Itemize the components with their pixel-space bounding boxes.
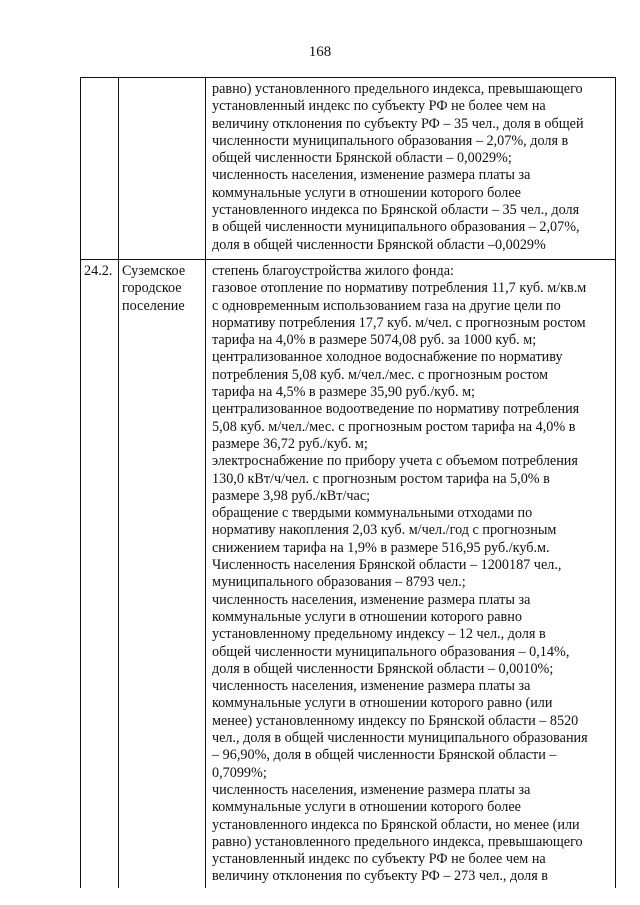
text-line: величину отклонения по субъекту РФ – 35 чел., доля в общей [212, 115, 584, 132]
text-line: установленному предельному индексу – 12 чел., доля в [212, 626, 546, 643]
text-line: степень благоустройства жилого фонда: [212, 263, 454, 279]
row-text-cell [206, 260, 616, 888]
municipality-name-line: городское [122, 280, 182, 297]
municipality-name-cell [119, 78, 206, 260]
row-text-cell [206, 78, 616, 260]
municipality-name-cell [119, 260, 206, 888]
text-line: муниципального образования – 8793 чел.; [212, 574, 466, 591]
text-line: 130,0 кВт/ч/чел. с прогнозным ростом тарифа на 5,0% в [212, 470, 550, 487]
municipality-name-line: поселение [122, 297, 185, 314]
municipal-data-table [80, 77, 616, 888]
text-line: численность населения, изменение размера платы за [212, 781, 531, 798]
table-row [81, 78, 616, 260]
table-row [81, 260, 616, 888]
text-line: доля в общей численности Брянской области – 0,0010%; [212, 660, 554, 677]
text-line: доля в общей численности Брянской области –0,0029% [212, 236, 546, 253]
text-line: Численность населения Брянской области – 1200187 чел., [212, 557, 562, 574]
text-line: чел., доля в общей численности муниципального образования [212, 730, 588, 747]
text-line: коммунальные услуги в отношении которого более [212, 799, 521, 816]
text-line: тарифа на 4,0% в размере 5074,08 руб. за 1000 куб. м; [212, 332, 537, 349]
text-line: размере 36,72 руб./куб. м; [212, 435, 368, 452]
text-line: равно) установленного предельного индекса, превышающего [212, 833, 583, 850]
text-line: централизованное холодное водоснабжение по нормативу [212, 349, 563, 366]
municipality-name-line: Суземское [122, 263, 186, 279]
page-number: 168 [308, 44, 332, 60]
text-line: размере 3,98 руб./кВт/час; [212, 487, 371, 504]
text-line: общей численности муниципального образования – 0,14%, [212, 643, 570, 660]
text-line: 5,08 куб. м/чел./мес. с прогнозным ростом тарифа на 4,0% в [212, 418, 576, 435]
text-line: снижением тарифа на 1,9% в размере 516,95 руб./куб.м. [212, 539, 550, 556]
text-line: коммунальные услуги в отношении которого более [212, 184, 521, 201]
text-line: нормативу накопления 2,03 куб. м/чел./год с прогнозным [212, 522, 557, 539]
text-line: централизованное водоотведение по нормативу потребления [212, 401, 580, 418]
text-line: величину отклонения по субъекту РФ – 273 чел., доля в [212, 868, 548, 885]
text-line: установленного индекса по Брянской области, но менее (или [212, 816, 580, 833]
text-line: численность населения, изменение размера платы за [212, 591, 531, 608]
text-line: потребления 5,08 куб. м/чел./мес. с прогнозным ростом [212, 366, 549, 383]
text-line: коммунальные услуги в отношении которого равно (или [212, 695, 553, 712]
row-number-cell: 24.2. [81, 260, 119, 888]
text-line: в общей численности муниципального образования – 2,07%, [212, 219, 580, 236]
text-line: менее) установленному индексу по Брянской области – 8520 [212, 712, 579, 729]
text-line: численности муниципального образования – 2,07%, доля в [212, 132, 569, 149]
text-line: установленного индекса по Брянской области – 35 чел., доля [212, 202, 580, 219]
text-line: нормативу потребления 17,7 куб. м/чел. с прогнозным ростом [212, 314, 586, 331]
text-line: тарифа на 4,5% в размере 35,90 руб./куб. м; [212, 384, 476, 401]
text-line: – 96,90%, доля в общей численности Брянской области – [212, 747, 557, 764]
text-line: численность населения, изменение размера платы за [212, 167, 531, 184]
text-line: 0,7099%; [212, 764, 267, 781]
text-line: установленный индекс по субъекту РФ не более чем на [212, 98, 546, 115]
text-line: численность населения, изменение размера платы за [212, 678, 531, 695]
text-line: с одновременным использованием газа на другие цели по [212, 297, 561, 314]
text-line: общей численности Брянской области – 0,0029%; [212, 150, 512, 167]
text-line: электроснабжение по прибору учета с объемом потребления [212, 453, 578, 470]
row-number-cell [81, 78, 119, 260]
text-line: установленный индекс по субъекту РФ не более чем на [212, 851, 546, 868]
text-line: коммунальные услуги в отношении которого равно [212, 608, 522, 625]
text-line: обращение с твердыми коммунальными отходами по [212, 505, 533, 522]
text-line: равно) установленного предельного индекса, превышающего [212, 81, 583, 97]
text-line: газовое отопление по нормативу потребления 11,7 куб. м/кв.м [212, 280, 587, 297]
